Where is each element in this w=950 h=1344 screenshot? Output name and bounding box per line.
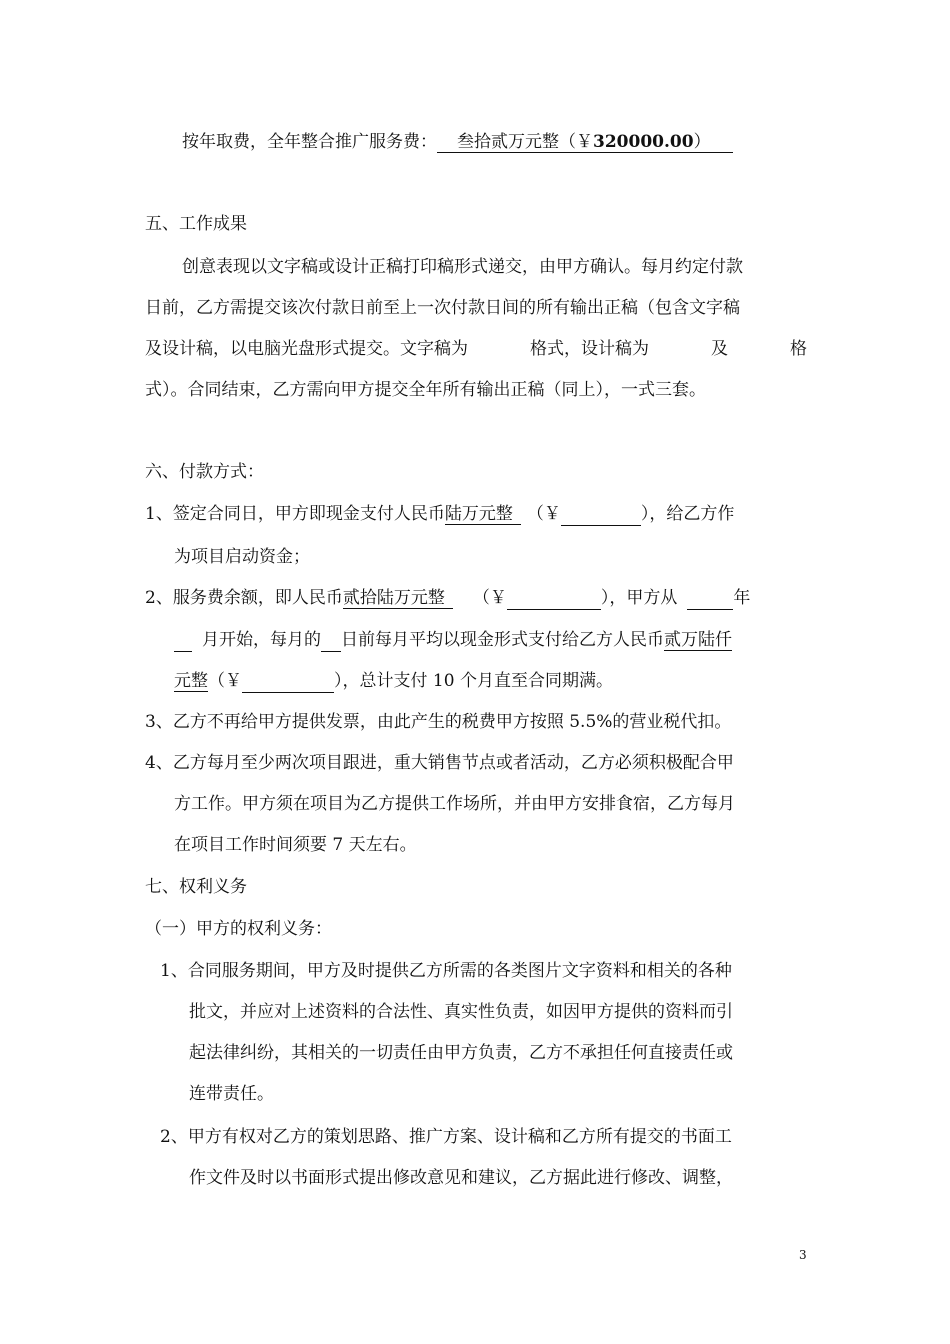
s5-line-2: 日前，乙方需提交该次付款日前至上一次付款日间的所有输出正稿（包含文字稿	[145, 298, 740, 318]
deposit-amount-blank	[561, 504, 641, 526]
s7-p1-line-4: 连带责任。	[189, 1084, 274, 1104]
s6-item-4-line-3: 在项目工作时间须要 7 天左右。	[174, 835, 417, 855]
s6-item-1-line-1: 1、签定合同日，甲方即现金支付人民币陆万元整 （￥ ），给乙方作	[145, 504, 735, 524]
fee-amount-underlined: 叁拾贰万元整（￥320000.00）	[437, 132, 733, 153]
section-5-heading: 五、工作成果	[145, 214, 247, 234]
s6-item-3: 3、乙方不再给甲方提供发票，由此产生的税费甲方按照 5.5%的营业税代扣。	[145, 712, 732, 732]
s7-p1-line-1: 1、合同服务期间，甲方及时提供乙方所需的各类图片文字资料和相关的各种	[160, 961, 732, 981]
start-year-blank	[687, 588, 733, 610]
page-number: 3	[799, 1248, 807, 1262]
fee-amount-number: 320000.00	[593, 132, 694, 152]
monthly-amount-words: 贰万陆仟	[664, 630, 732, 650]
s7-p1-line-3: 起法律纠纷，其相关的一切责任由甲方负责，乙方不承担任何直接责任或	[189, 1043, 733, 1063]
monthly-amount-blank	[242, 671, 334, 693]
s6-item-2-line-3: 元整（￥ ），总计支付 10 个月直至合同期满。	[174, 671, 613, 691]
pay-day-blank	[321, 630, 341, 652]
s7-p2-line-1: 2、甲方有权对乙方的策划思路、推广方案、设计稿和乙方所有提交的书面工	[160, 1127, 732, 1147]
s6-item-4-line-1: 4、乙方每月至少两次项目跟进，重大销售节点或者活动，乙方必须积极配合甲	[145, 753, 734, 773]
s7-p1-line-2: 批文，并应对上述资料的合法性、真实性负责，如因甲方提供的资料而引	[189, 1002, 733, 1022]
balance-amount-words: 贰拾陆万元整	[343, 588, 453, 609]
start-month-blank	[174, 630, 192, 652]
fee-line	[182, 131, 733, 153]
section-6-heading: 六、付款方式：	[145, 462, 264, 482]
balance-amount-blank	[507, 588, 601, 610]
s7-subheading-party-a: （一）甲方的权利义务：	[145, 919, 332, 939]
deposit-amount-words: 陆万元整	[445, 504, 521, 525]
section-7-heading: 七、权利义务	[145, 877, 247, 897]
s6-item-1-line-2: 为项目启动资金；	[174, 547, 310, 567]
s7-p2-line-2: 作文件及时以书面形式提出修改意见和建议，乙方据此进行修改、调整，	[189, 1168, 733, 1188]
s5-line-3: 及设计稿，以电脑光盘形式提交。文字稿为 格式，设计稿为 及 格	[145, 339, 807, 359]
fee-label: 按年取费，全年整合推广服务费：	[182, 132, 437, 152]
monthly-amount-words-cont: 元整	[174, 671, 208, 691]
s6-item-2-line-2: 月开始，每月的 日前每月平均以现金形式支付给乙方人民币贰万陆仟	[174, 629, 732, 652]
s5-line-4: 式）。合同结束，乙方需向甲方提交全年所有输出正稿（同上），一式三套。	[145, 380, 706, 400]
s6-item-4-line-2: 方工作。甲方须在项目为乙方提供工作场所，并由甲方安排食宿，乙方每月	[174, 794, 735, 814]
s5-line-1: 创意表现以文字稿或设计正稿打印稿形式递交，由甲方确认。每月约定付款	[182, 257, 743, 277]
s6-item-2-line-1: 2、服务费余额，即人民币贰拾陆万元整 （￥ ），甲方从 年	[145, 588, 751, 608]
